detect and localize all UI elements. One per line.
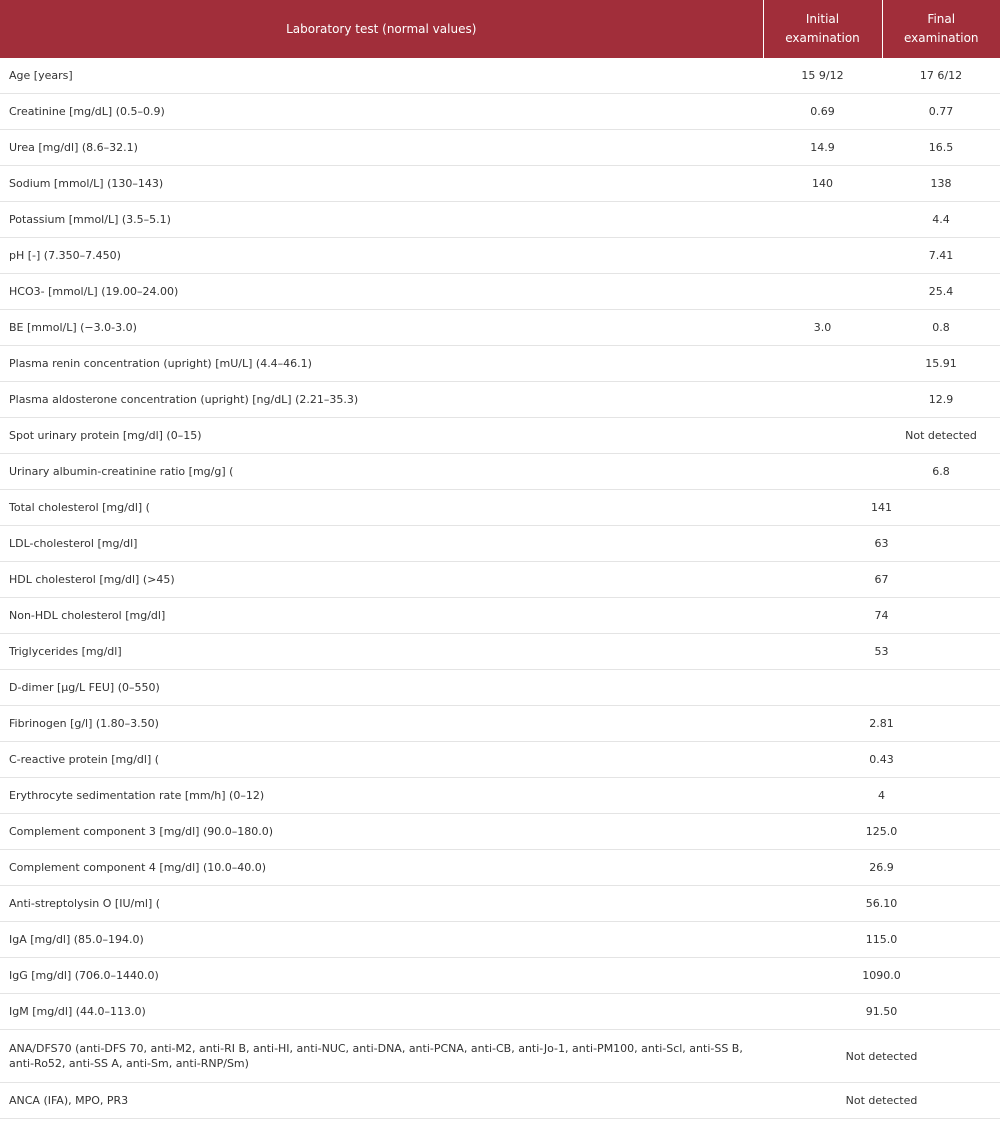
test-name-cell: LDL-cholesterol [mg/dl] xyxy=(0,526,763,562)
test-name-cell: Complement component 4 [mg/dl] (10.0–40.0) xyxy=(0,850,763,886)
table-row xyxy=(0,670,1000,706)
table-row xyxy=(0,634,1000,670)
final-value-cell: 0.77 xyxy=(882,94,1000,130)
value-cell: 53 xyxy=(763,634,1000,670)
final-value-cell: 7.41 xyxy=(882,238,1000,274)
table-row xyxy=(0,1030,1000,1083)
final-value-cell: 138 xyxy=(882,166,1000,202)
test-name-cell: Fibrinogen [g/l] (1.80–3.50) xyxy=(0,706,763,742)
test-name-cell: ANA/DFS70 (anti-DFS 70, anti-M2, anti-RI B, anti-HI, anti-NUC, anti-DNA, anti-PCNA, anti-CB, anti-Jo-1, anti-PM100, anti-Scl, anti-SS B, anti-Ro52, anti-SS A, anti-Sm, anti-RNP/Sm) xyxy=(0,1030,763,1083)
table-row xyxy=(0,418,1000,454)
table-row xyxy=(0,454,1000,490)
test-name-cell: IgG [mg/dl] (706.0–1440.0) xyxy=(0,958,763,994)
table-row xyxy=(0,58,1000,94)
test-name-cell: D-dimer [µg/L FEU] (0–550) xyxy=(0,670,763,706)
test-name-cell: pH [-] (7.350–7.450) xyxy=(0,238,763,274)
test-name-cell: Urea [mg/dl] (8.6–32.1) xyxy=(0,130,763,166)
final-value-cell: 16.5 xyxy=(882,130,1000,166)
table-row xyxy=(0,886,1000,922)
value-cell: 91.50 xyxy=(763,994,1000,1030)
value-cell: 4 xyxy=(763,778,1000,814)
table-header xyxy=(0,0,1000,58)
test-name-cell: Anti-streptolysin O [IU/ml] ( xyxy=(0,886,763,922)
table-row xyxy=(0,310,1000,346)
header-test-column: Laboratory test (normal values) xyxy=(0,0,763,58)
test-name-cell: BE [mmol/L] (−3.0-3.0) xyxy=(0,310,763,346)
value-cell: Not detected xyxy=(763,1030,1000,1083)
initial-value-cell: 0.69 xyxy=(763,94,882,130)
table-row xyxy=(0,1083,1000,1119)
value-cell: 63 xyxy=(763,526,1000,562)
final-value-cell: 25.4 xyxy=(882,274,1000,310)
test-name-cell: Plasma renin concentration (upright) [mU/L] (4.4–46.1) xyxy=(0,346,763,382)
initial-value-cell: 14.9 xyxy=(763,130,882,166)
table-row xyxy=(0,202,1000,238)
value-cell: Not detected xyxy=(763,1083,1000,1119)
initial-value-cell xyxy=(763,382,882,418)
initial-value-cell xyxy=(763,202,882,238)
test-name-cell: Plasma aldosterone concentration (upright) [ng/dL] (2.21–35.3) xyxy=(0,382,763,418)
initial-value-cell: 15 9/12 xyxy=(763,58,882,94)
table-row xyxy=(0,346,1000,382)
test-name-cell: Creatinine [mg/dL] (0.5–0.9) xyxy=(0,94,763,130)
table-body xyxy=(0,58,1000,1119)
test-name-cell: C-reactive protein [mg/dl] ( xyxy=(0,742,763,778)
final-value-cell: 0.8 xyxy=(882,310,1000,346)
test-name-cell: IgA [mg/dl] (85.0–194.0) xyxy=(0,922,763,958)
value-cell xyxy=(763,670,1000,706)
value-cell: 26.9 xyxy=(763,850,1000,886)
initial-value-cell xyxy=(763,346,882,382)
table-row xyxy=(0,706,1000,742)
table-row xyxy=(0,526,1000,562)
test-name-cell: IgM [mg/dl] (44.0–113.0) xyxy=(0,994,763,1030)
final-value-cell: 4.4 xyxy=(882,202,1000,238)
test-name-cell: Non-HDL cholesterol [mg/dl] xyxy=(0,598,763,634)
initial-value-cell xyxy=(763,454,882,490)
test-name-cell: Age [years] xyxy=(0,58,763,94)
test-name-cell: Triglycerides [mg/dl] xyxy=(0,634,763,670)
value-cell: 141 xyxy=(763,490,1000,526)
test-name-cell: ANCA (IFA), MPO, PR3 xyxy=(0,1083,763,1119)
initial-value-cell xyxy=(763,274,882,310)
table-row xyxy=(0,382,1000,418)
table-row xyxy=(0,958,1000,994)
final-value-cell: 12.9 xyxy=(882,382,1000,418)
header-row xyxy=(0,0,1000,58)
test-name-cell: Sodium [mmol/L] (130–143) xyxy=(0,166,763,202)
table-row xyxy=(0,94,1000,130)
test-name-cell: Complement component 3 [mg/dl] (90.0–180.0) xyxy=(0,814,763,850)
test-name-cell: HDL cholesterol [mg/dl] (>45) xyxy=(0,562,763,598)
final-value-cell: Not detected xyxy=(882,418,1000,454)
test-name-cell: HCO3- [mmol/L] (19.00–24.00) xyxy=(0,274,763,310)
table-row xyxy=(0,922,1000,958)
final-value-cell: 15.91 xyxy=(882,346,1000,382)
table-row xyxy=(0,238,1000,274)
header-final-column: Final examination xyxy=(882,0,1000,58)
value-cell: 1090.0 xyxy=(763,958,1000,994)
initial-value-cell: 3.0 xyxy=(763,310,882,346)
value-cell: 2.81 xyxy=(763,706,1000,742)
test-name-cell: Spot urinary protein [mg/dl] (0–15) xyxy=(0,418,763,454)
final-value-cell: 6.8 xyxy=(882,454,1000,490)
test-name-cell: Urinary albumin-creatinine ratio [mg/g] ( xyxy=(0,454,763,490)
value-cell: 115.0 xyxy=(763,922,1000,958)
initial-value-cell: 140 xyxy=(763,166,882,202)
value-cell: 74 xyxy=(763,598,1000,634)
header-initial-column: Initial examination xyxy=(763,0,882,58)
table-row xyxy=(0,562,1000,598)
initial-value-cell xyxy=(763,238,882,274)
test-name-cell: Potassium [mmol/L] (3.5–5.1) xyxy=(0,202,763,238)
value-cell: 125.0 xyxy=(763,814,1000,850)
test-name-cell: Total cholesterol [mg/dl] ( xyxy=(0,490,763,526)
table-row xyxy=(0,598,1000,634)
value-cell: 56.10 xyxy=(763,886,1000,922)
test-name-cell: Erythrocyte sedimentation rate [mm/h] (0–12) xyxy=(0,778,763,814)
table-row xyxy=(0,994,1000,1030)
value-cell: 67 xyxy=(763,562,1000,598)
table-row xyxy=(0,274,1000,310)
final-value-cell: 17 6/12 xyxy=(882,58,1000,94)
table-row xyxy=(0,130,1000,166)
value-cell: 0.43 xyxy=(763,742,1000,778)
table-row xyxy=(0,850,1000,886)
initial-value-cell xyxy=(763,418,882,454)
table-row xyxy=(0,742,1000,778)
table-row xyxy=(0,814,1000,850)
table-row xyxy=(0,778,1000,814)
table-row xyxy=(0,490,1000,526)
table-row xyxy=(0,166,1000,202)
